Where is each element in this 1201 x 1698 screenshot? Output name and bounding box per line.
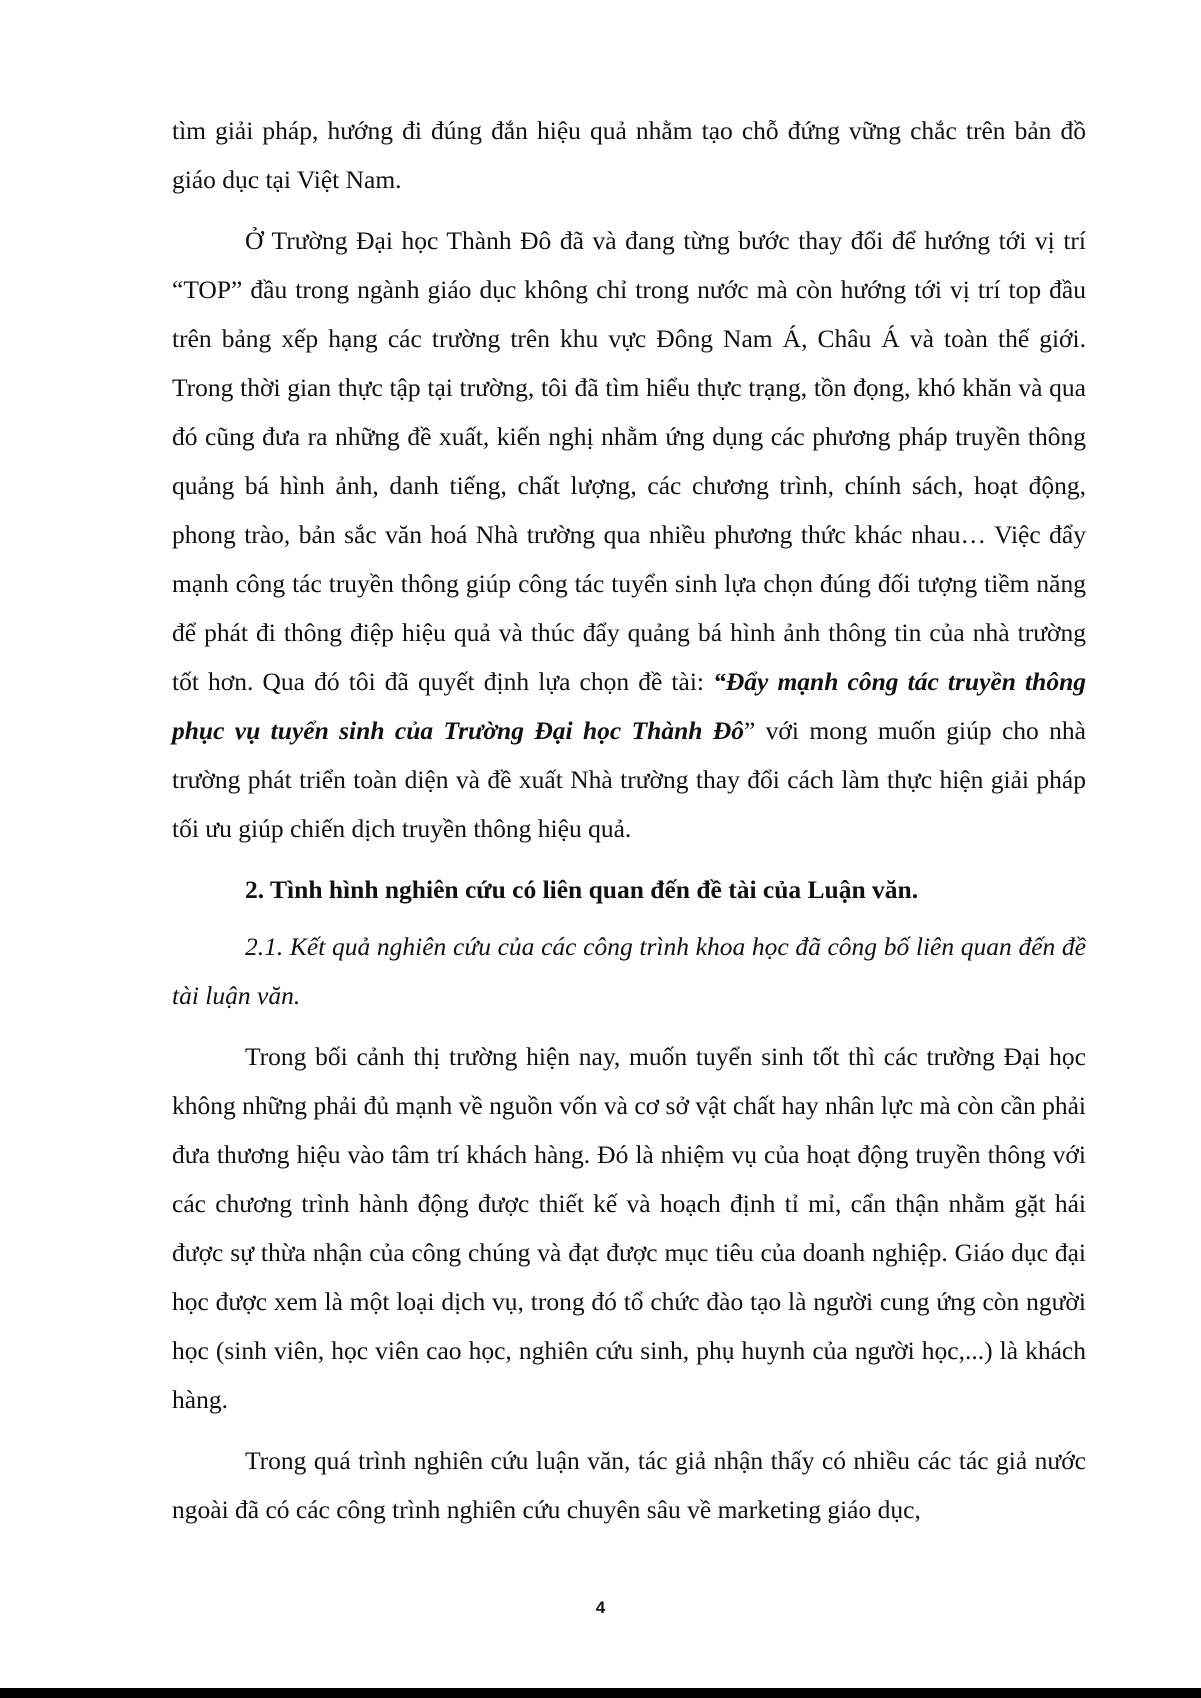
paragraph-thanh-do-rationale <box>172 216 1086 853</box>
document-page <box>172 106 1086 1534</box>
section-heading-2: 2. Tình hình nghiên cứu có liên quan đến đề tài của Luận văn. <box>245 875 919 904</box>
paragraph-market-context: Trong bối cảnh thị trường hiện nay, muốn tuyển sinh tốt thì các trường Đại học không những phải đủ mạnh về nguồn vốn và cơ sở vật chất hay nhân lực mà còn cần phải đưa thương hiệu vào tâm trí khách hàng. Đó là nhiệm vụ của hoạt động truyền thông với các chương trình hành động được thiết kế và hoạch định tỉ mỉ, cẩn thận nhằm gặt hái được sự thừa nhận của công chúng và đạt được mục tiêu của doanh nghiệp. Giáo dục đại học được xem là một loại dịch vụ, trong đó tổ chức đào tạo là người cung ứng còn người học (sinh viên, học viên cao học, nghiên cứu sinh, phụ huynh của người học,...) là khách hàng. <box>172 1042 1086 1414</box>
bottom-edge-bar <box>0 1688 1201 1698</box>
paragraph-rationale-text: Ở Trường Đại học Thành Đô đã và đang từng bước thay đổi để hướng tới vị trí “TOP” đầu trong ngành giáo dục không chỉ trong nước mà còn hướng tới vị trí top đầu trên bảng xếp hạng các trường trên khu vực Đông Nam Á, Châu Á và toàn thế giới. Trong thời gian thực tập tại trường, tôi đã tìm hiểu thực trạng, tồn đọng, khó khăn và qua đó cũng đưa ra những đề xuất, kiến nghị nhằm ứng dụng các phương pháp truyền thông quảng bá hình ảnh, danh tiếng, chất lượng, các chương trình, chính sách, hoạt động, phong trào, bản sắc văn hoá Nhà trường qua nhiều phương thức khác nhau… Việc đẩy mạnh công tác truyền thông giúp công tác tuyển sinh lựa chọn đúng đối tượng tiềm năng để phát đi thông điệp hiệu quả và thúc đẩy quảng bá hình ảnh thông tin của nhà trường tốt hơn. Qua đó tôi đã quyết định lựa chọn đề tài: <box>172 226 1086 696</box>
page-number: 4 <box>595 1598 606 1617</box>
paragraph-research-review: Trong quá trình nghiên cứu luận văn, tác giả nhận thấy có nhiều các tác giả nước ngoài đã có các công trình nghiên cứu chuyên sâu về marketing giáo dục, <box>172 1446 1086 1524</box>
subsection-heading-2-1: 2.1. Kết quả nghiên cứu của các công trình khoa học đã công bố liên quan đến đề tài luận văn. <box>172 932 1086 1010</box>
paragraph-rationale-ending: ” với mong muốn giúp cho nhà trường phát triển toàn diện và đề xuất Nhà trường thay đổi cách làm thực hiện giải pháp tối ưu giúp chiến dịch truyền thông hiệu quả. <box>172 716 1086 843</box>
paragraph-continuation: tìm giải pháp, hướng đi đúng đắn hiệu quả nhằm tạo chỗ đứng vững chắc trên bản đồ giáo dục tại Việt Nam. <box>172 116 1086 194</box>
thesis-topic-title: “Đẩy mạnh công tác truyền thông phục vụ tuyển sinh của Trường Đại học Thành Đô <box>172 667 1086 745</box>
